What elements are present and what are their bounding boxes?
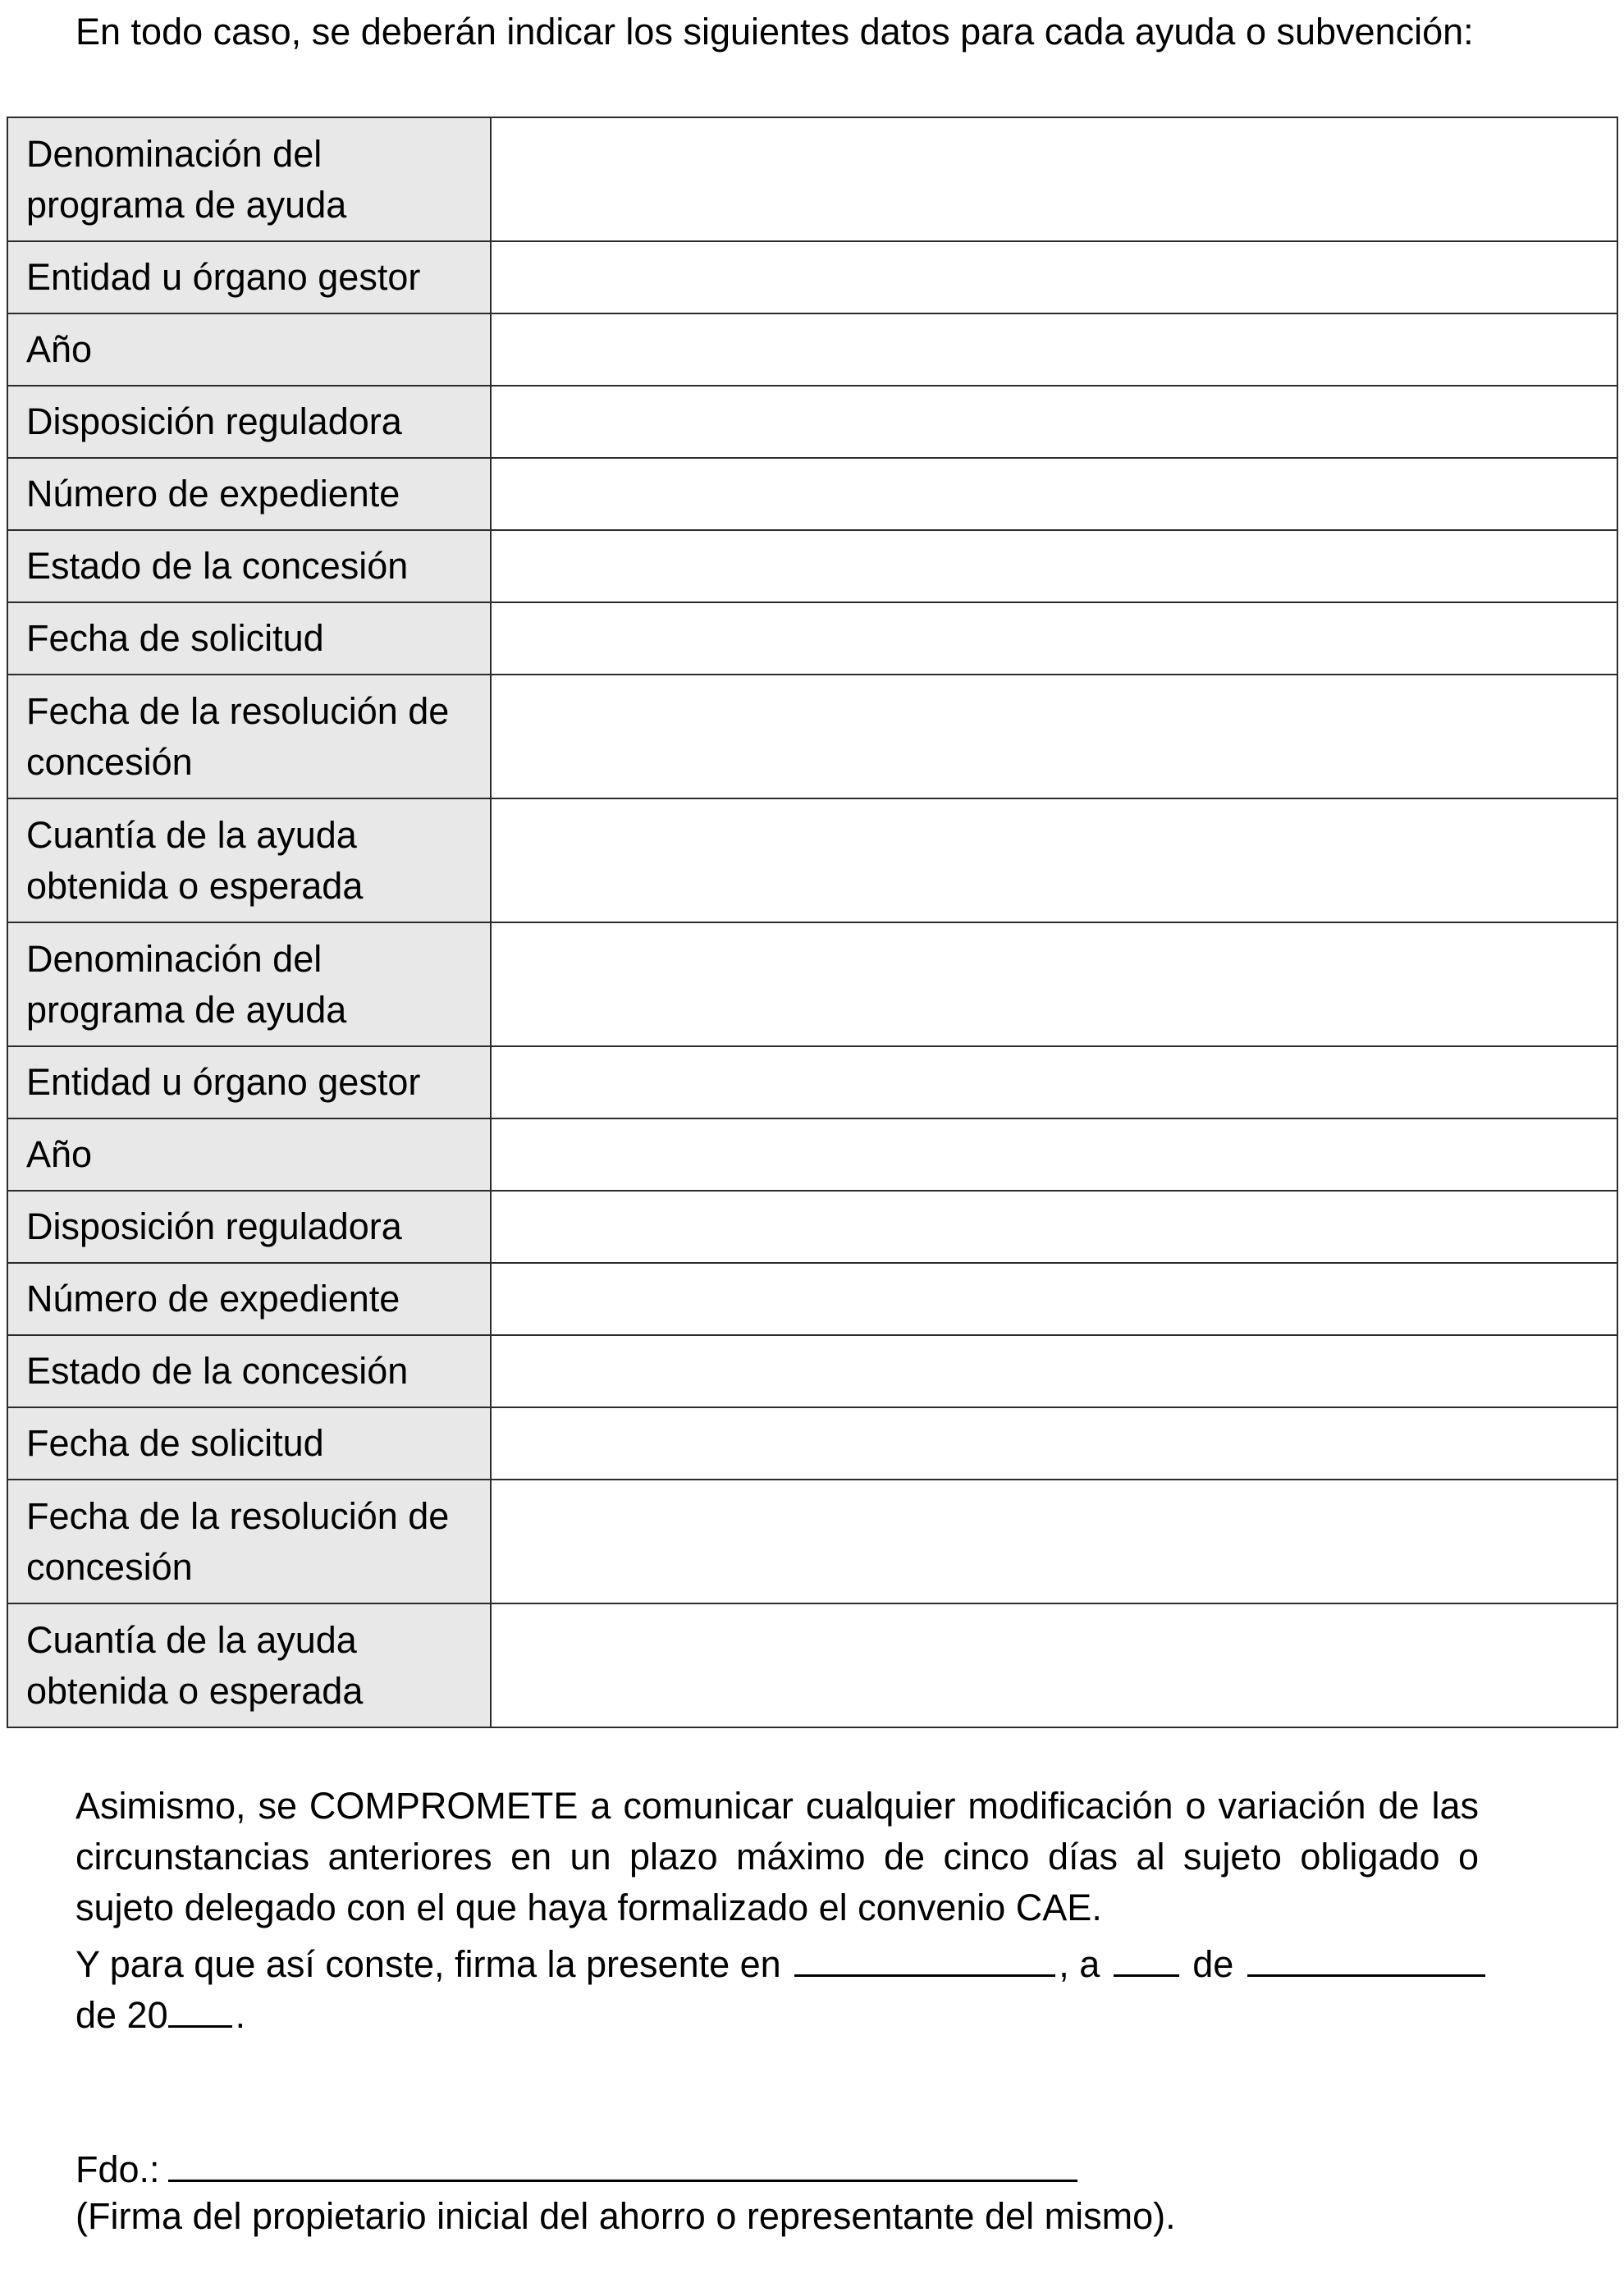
signature-note: (Firma del propietario inicial del ahorro o representante del mismo). xyxy=(75,2195,1176,2237)
row-value-field[interactable] xyxy=(491,602,1617,675)
table-row xyxy=(7,313,1617,386)
table-row xyxy=(7,1191,1617,1263)
sign-text: , a xyxy=(1059,1943,1100,1985)
row-label: Fecha de la resolución de concesión xyxy=(7,675,491,798)
row-value-field[interactable] xyxy=(491,386,1617,458)
table-row xyxy=(7,922,1617,1046)
row-value-field[interactable] xyxy=(491,1407,1617,1480)
row-value-field[interactable] xyxy=(491,117,1617,241)
sign-text: de xyxy=(1192,1943,1234,1985)
signature-line xyxy=(75,2140,1081,2195)
intro-paragraph: En todo caso, se deberán indicar los siguientes datos para cada ayuda o subvención: xyxy=(75,11,1474,53)
row-value-field[interactable] xyxy=(491,1191,1617,1263)
table-row xyxy=(7,458,1617,530)
table-row xyxy=(7,386,1617,458)
table-row xyxy=(7,798,1617,922)
aid-data-table xyxy=(7,117,1618,1728)
row-label: Estado de la concesión xyxy=(7,530,491,602)
row-value-field[interactable] xyxy=(491,1603,1617,1727)
row-label: Año xyxy=(7,1118,491,1191)
row-label: Número de expediente xyxy=(7,1263,491,1335)
row-value-field[interactable] xyxy=(491,313,1617,386)
table-row xyxy=(7,1407,1617,1480)
signature-year-line xyxy=(75,1986,1520,2041)
sign-text: . xyxy=(235,1994,246,2036)
day-blank[interactable] xyxy=(1114,1935,1179,1977)
row-label: Cuantía de la ayuda obtenida o esperada xyxy=(7,1603,491,1727)
table-row xyxy=(7,602,1617,675)
signature-blank[interactable] xyxy=(168,2140,1077,2182)
table-row xyxy=(7,530,1617,602)
fdo-label: Fdo.: xyxy=(75,2148,160,2190)
year-blank[interactable] xyxy=(168,1986,232,2028)
sign-text: de 20 xyxy=(75,1994,168,2036)
row-label: Año xyxy=(7,313,491,386)
table-row xyxy=(7,1480,1617,1603)
row-label: Fecha de solicitud xyxy=(7,1407,491,1480)
table-row xyxy=(7,1603,1617,1727)
row-value-field[interactable] xyxy=(491,798,1617,922)
row-label: Fecha de la resolución de concesión xyxy=(7,1480,491,1603)
row-value-field[interactable] xyxy=(491,1263,1617,1335)
row-label: Denominación del programa de ayuda xyxy=(7,922,491,1046)
month-blank[interactable] xyxy=(1247,1935,1485,1977)
table-row xyxy=(7,1118,1617,1191)
row-value-field[interactable] xyxy=(491,241,1617,313)
signature-place-date-line xyxy=(75,1935,1520,1990)
row-label: Entidad u órgano gestor xyxy=(7,241,491,313)
commitment-paragraph: Asimismo, se COMPROMETE a comunicar cualquier modificación o variación de las circunstancias anteriores en un plazo máximo de cinco días al sujeto obligado o sujeto delegado con el que haya formalizado el convenio CAE. xyxy=(75,1785,1479,1928)
row-value-field[interactable] xyxy=(491,1335,1617,1407)
table-row xyxy=(7,241,1617,313)
row-value-field[interactable] xyxy=(491,922,1617,1046)
row-label: Denominación del programa de ayuda xyxy=(7,117,491,241)
row-value-field[interactable] xyxy=(491,458,1617,530)
row-label: Entidad u órgano gestor xyxy=(7,1046,491,1118)
row-value-field[interactable] xyxy=(491,675,1617,798)
table-row xyxy=(7,117,1617,241)
row-value-field[interactable] xyxy=(491,1480,1617,1603)
row-label: Estado de la concesión xyxy=(7,1335,491,1407)
row-value-field[interactable] xyxy=(491,530,1617,602)
place-blank[interactable] xyxy=(794,1935,1055,1977)
table-row xyxy=(7,1046,1617,1118)
row-value-field[interactable] xyxy=(491,1046,1617,1118)
row-label: Disposición reguladora xyxy=(7,1191,491,1263)
table-row xyxy=(7,1335,1617,1407)
row-label: Disposición reguladora xyxy=(7,386,491,458)
row-label: Fecha de solicitud xyxy=(7,602,491,675)
table-row xyxy=(7,1263,1617,1335)
row-value-field[interactable] xyxy=(491,1118,1617,1191)
sign-text: Y para que así conste, firma la presente en xyxy=(75,1943,781,1985)
row-label: Cuantía de la ayuda obtenida o esperada xyxy=(7,798,491,922)
table-row xyxy=(7,675,1617,798)
row-label: Número de expediente xyxy=(7,458,491,530)
